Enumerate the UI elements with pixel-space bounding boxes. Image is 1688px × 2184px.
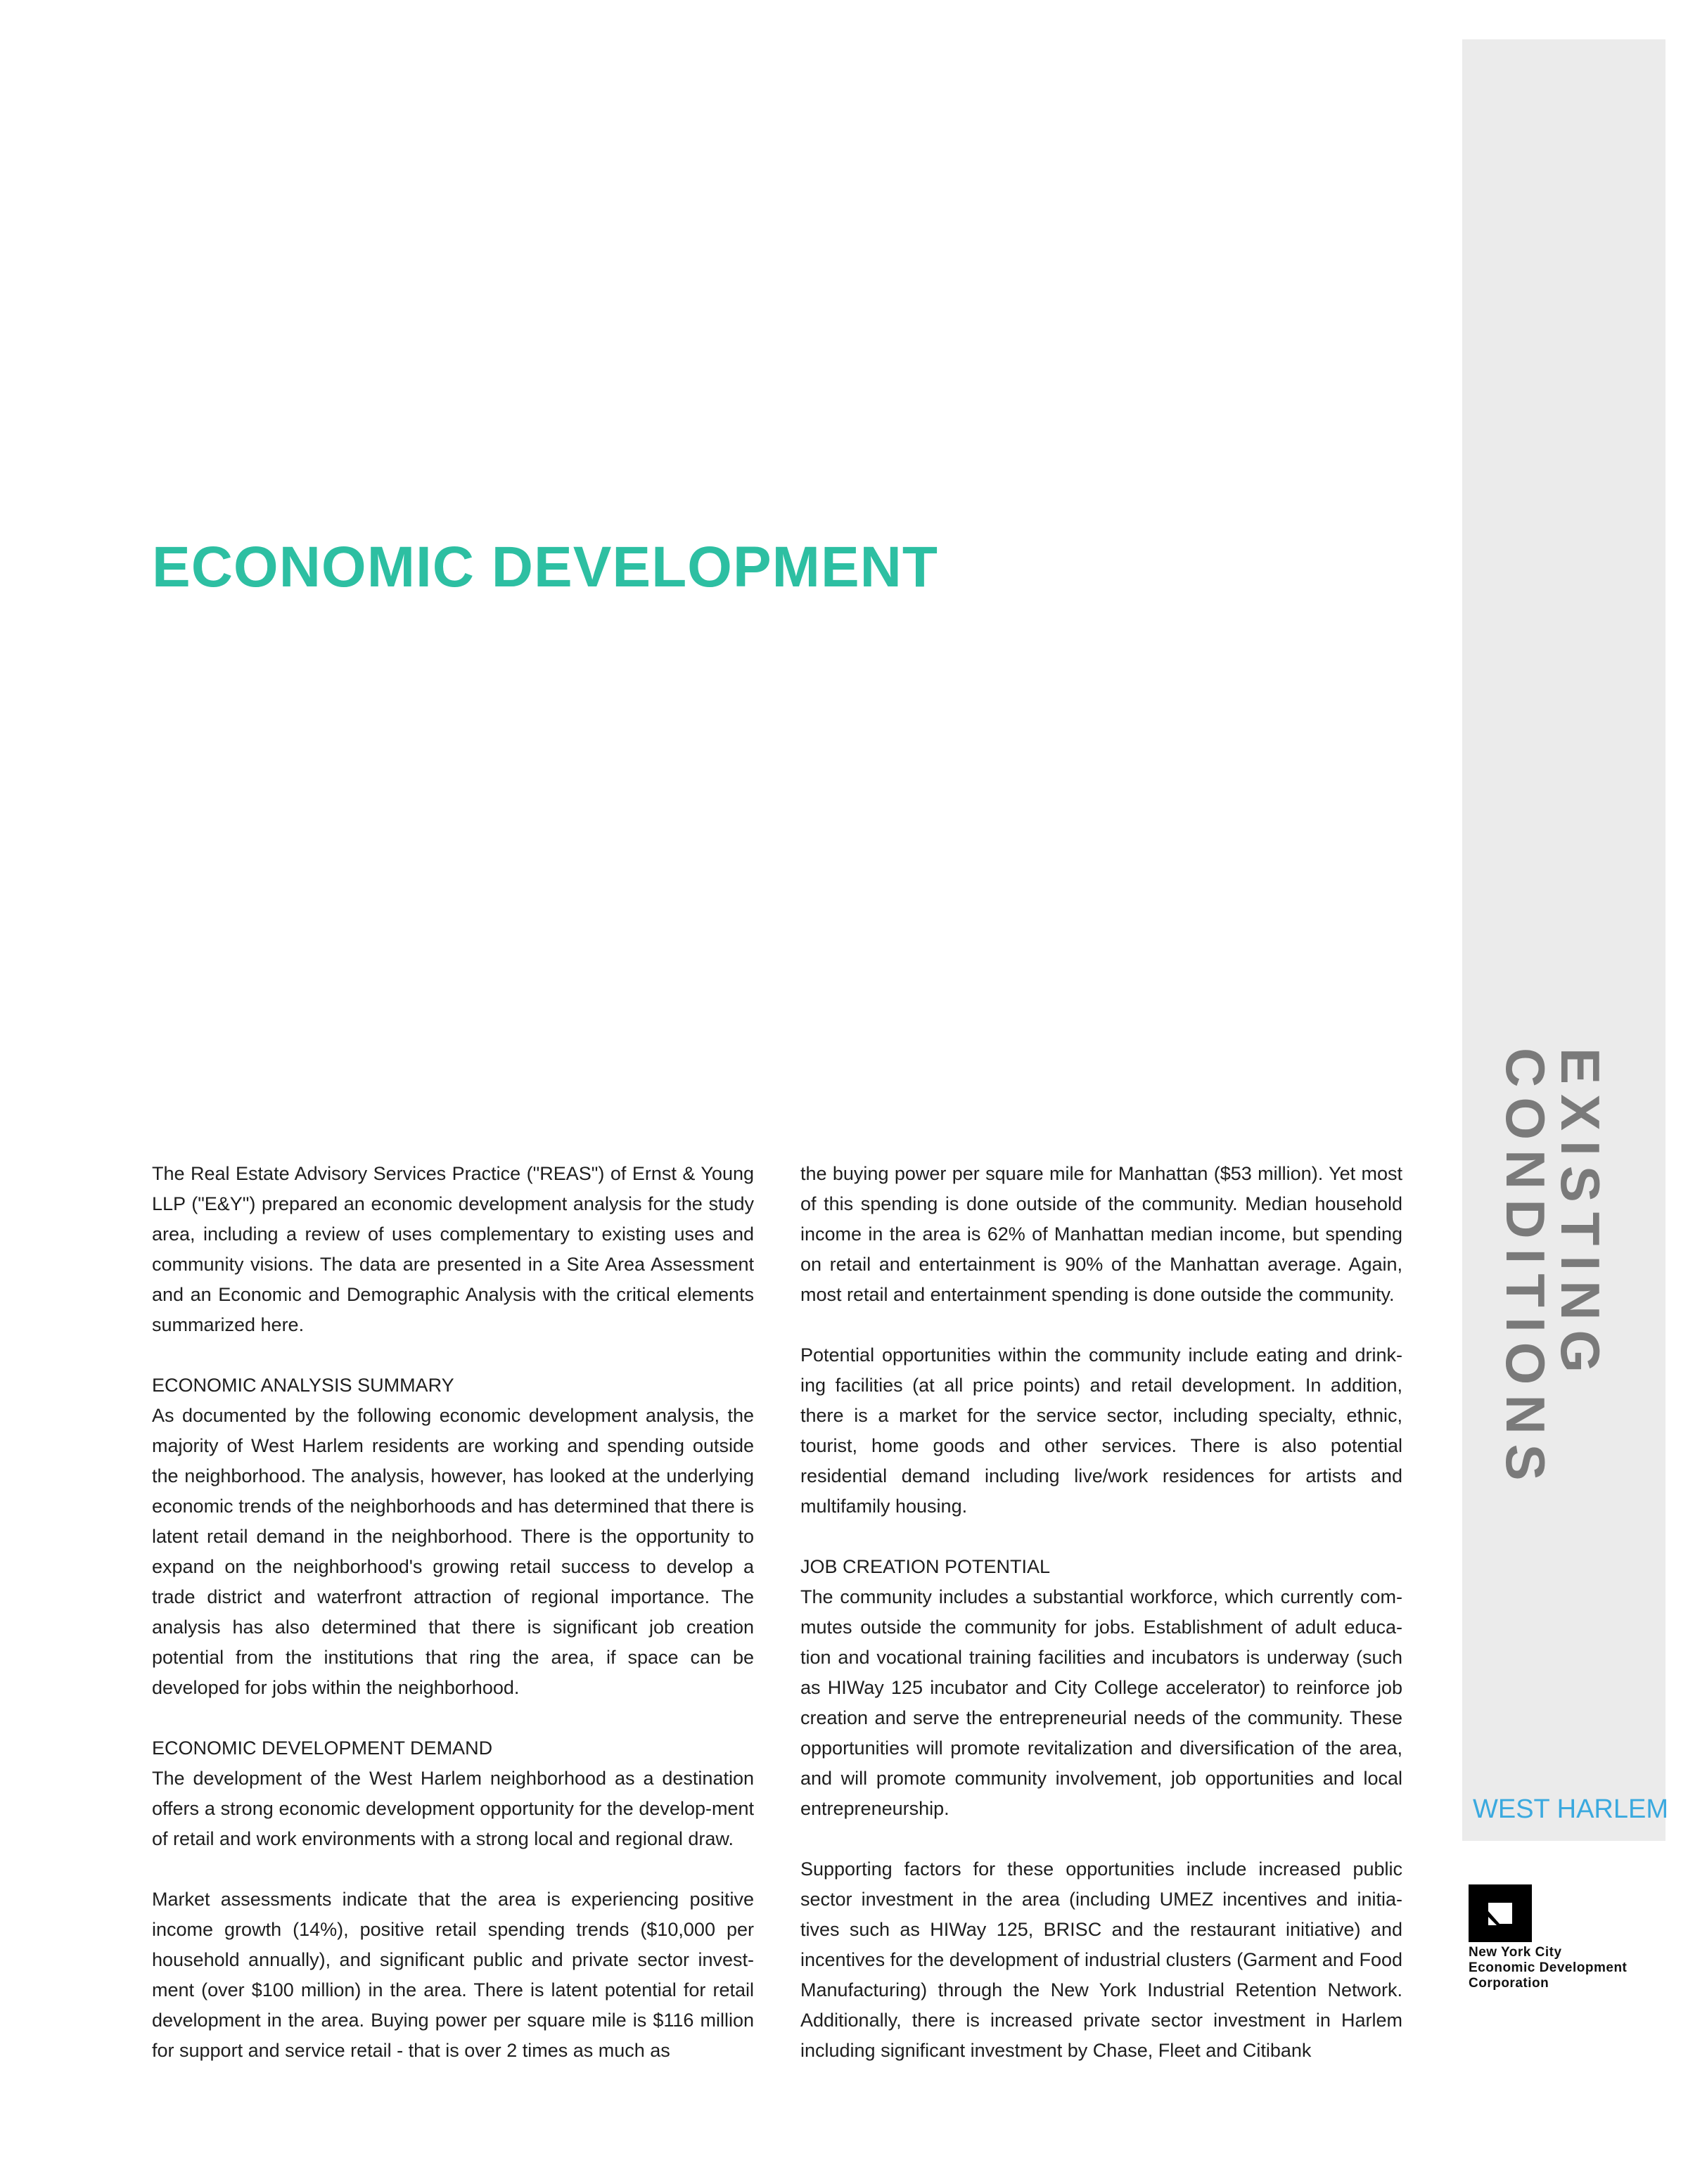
sidebar-panel — [1462, 39, 1665, 1841]
demand-body: The development of the West Harlem neighborhood as a destination offers a strong economic development opportunity for the develop-ment of retail and work environments with a strong local and regional draw. — [152, 1768, 754, 1849]
jobs-body: The community includes a substantial workforce, which currently com-mutes outside the community for jobs. Establishment of adult educa-tion and vocational training facilities and incubators is underway (such as HIWay 125 incubator and City College accelerator) to reinforce job creation and serve the entrepreneurial needs of the community. These opportunities will promote revitalization and diversification of the area, and will promote community involvement, job opportunities and local entrepreneurship. — [800, 1586, 1402, 1819]
summary-section — [152, 1370, 754, 1703]
supporting-paragraph: Supporting factors for these opportunities include increased public sector investment in the area (including UMEZ incentives and initia-tives such as HIWay 125, BRISC and the restaurant initiative) and incentives for the development of industrial clusters (Garment and Food Manufacturing) through the New York Industrial Retention Network. Additionally, there is increased private sector investment in Harlem including significant investment by Chase, Fleet and Citibank — [800, 1858, 1402, 2061]
org-name — [1469, 1945, 1627, 1991]
right-column — [800, 1159, 1402, 2066]
jobs-section — [800, 1552, 1402, 1824]
nycedc-logo-icon — [1469, 1884, 1532, 1942]
org-line1: New York City — [1469, 1945, 1562, 1960]
page-title: ECONOMIC DEVELOPMENT — [152, 535, 938, 599]
left-column — [152, 1159, 754, 2066]
continuation-paragraph: the buying power per square mile for Manhattan ($53 million). Yet most of this spending is done outside of the community. Median household income in the area is 62% of Manhattan median income, but spending on retail and entertainment is 90% of the Manhattan average. Again, most retail and entertainment spending is done outside the community. — [800, 1163, 1402, 1305]
market-paragraph: Market assessments indicate that the area is experiencing positive income growth (14%), positive retail spending trends ($10,000 per household annually), and significant public and private sector invest-ment (over $100 million) in the area. There is latent potential for retail development in the area. Buying power per square mile is $116 million for support and service retail - that is over 2 times as much as — [152, 1889, 754, 2061]
intro-paragraph: The Real Estate Advisory Services Practice ("REAS") of Ernst & Young LLP ("E&Y") prepared an economic development analysis for the study area, including a review of uses complementary to existing uses and community visions. The data are presented in a Site Area Assessment and an Economic and Demographic Analysis with the critical elements summarized here. — [152, 1163, 754, 1335]
region-label: WEST HARLEM — [1473, 1794, 1669, 1824]
summary-heading: ECONOMIC ANALYSIS SUMMARY — [152, 1375, 454, 1396]
demand-section — [152, 1733, 754, 1854]
section-vertical-title — [1495, 1048, 1611, 1491]
vertical-title-line1: EXISTING — [1549, 1048, 1611, 1383]
org-line2: Economic Development — [1469, 1960, 1628, 1975]
opportunities-paragraph: Potential opportunities within the community include eating and drink-ing facilities (at all price points) and retail development. In addition, there is a market for the service sector, including specialty, ethnic, tourist, home goods and other services. There is also potential residential demand including live/work residences for artists and multifamily housing. — [800, 1344, 1402, 1517]
demand-heading: ECONOMIC DEVELOPMENT DEMAND — [152, 1737, 493, 1759]
summary-body: As documented by the following economic development analysis, the majority of West Harlem residents are working and spending outside the neighborhood. The analysis, however, has looked at the underlying economic trends of the neighborhoods and has determined that there is latent retail demand in the neighborhood. There is the opportunity to expand on the neighborhood's growing retail success to develop a trade district and waterfront attraction of regional importance. The analysis has also determined that there is significant job creation potential from the institutions that ring the area, if space can be developed for jobs within the neighborhood. — [152, 1405, 754, 1698]
jobs-heading: JOB CREATION POTENTIAL — [800, 1556, 1051, 1577]
org-line3: Corporation — [1469, 1976, 1549, 1991]
vertical-title-line2: CONDITIONS — [1495, 1048, 1556, 1491]
